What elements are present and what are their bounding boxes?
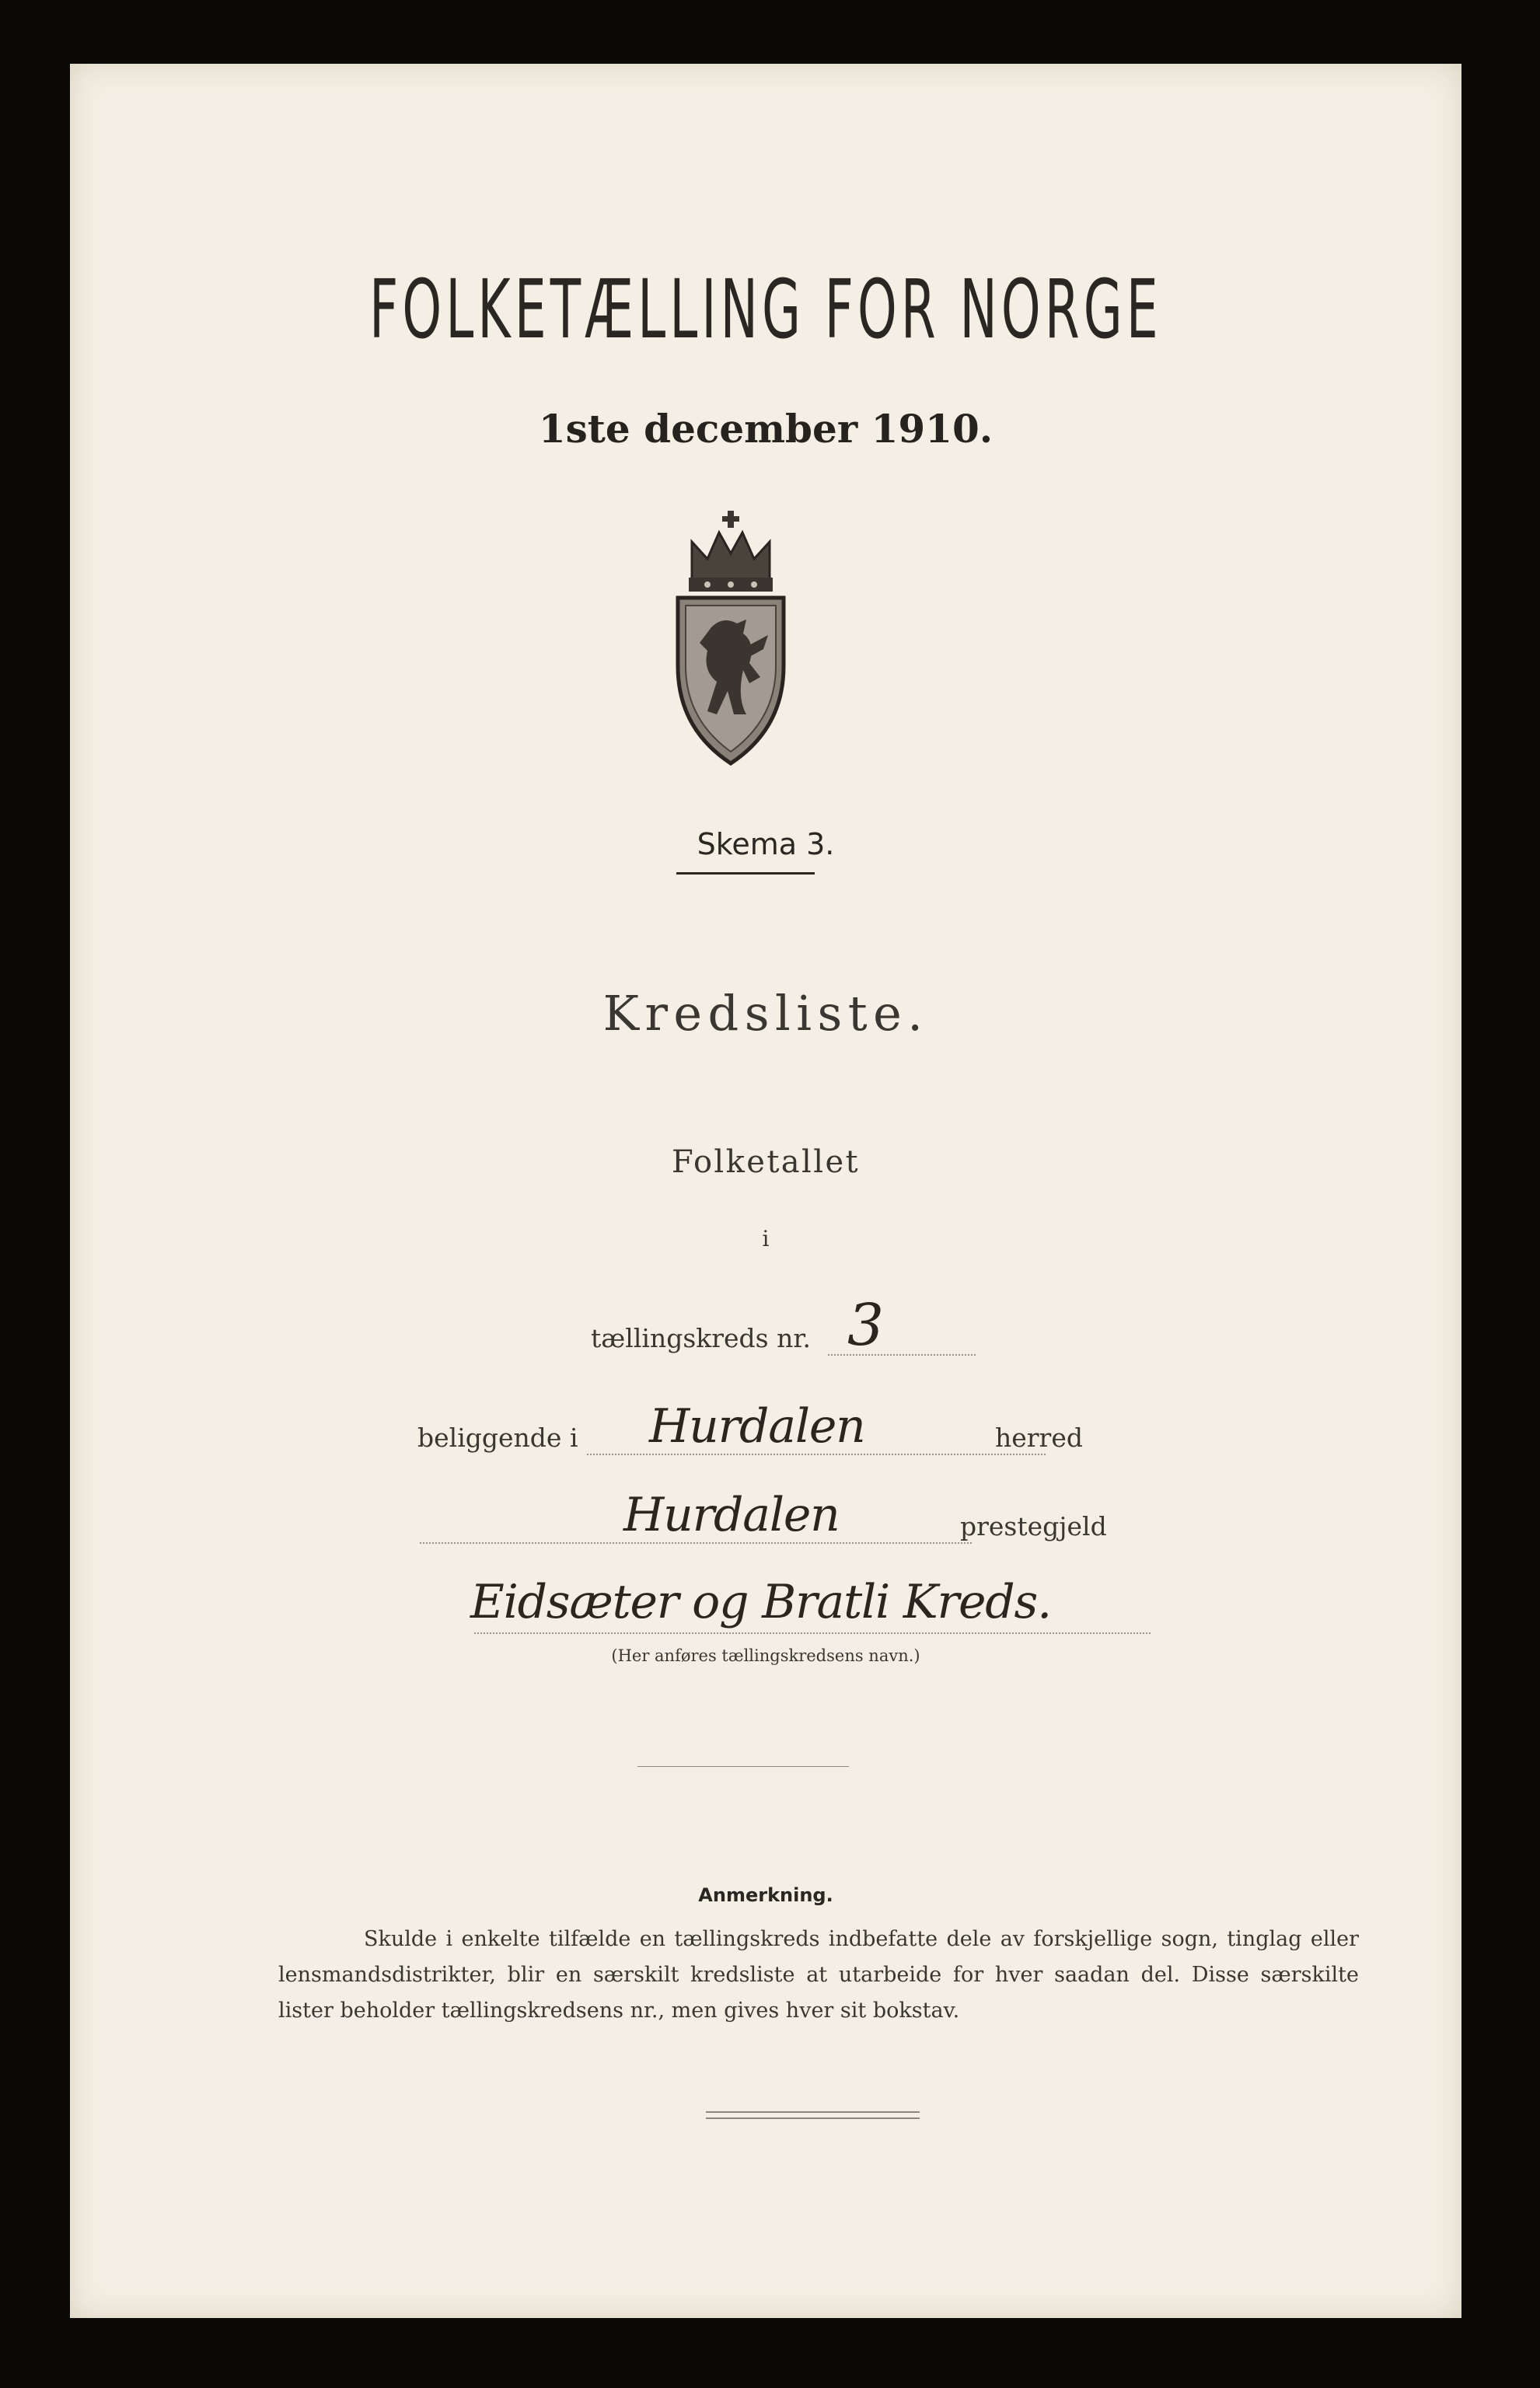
kreds-number-value: 3: [847, 1292, 883, 1359]
census-form-page: [70, 64, 1461, 2318]
beliggende-label: beliggende i: [417, 1423, 578, 1453]
document-title: FOLKETÆLLING FOR NORGE: [369, 262, 1162, 357]
kreds-name-caption: (Her anføres tællingskredsens navn.): [611, 1646, 920, 1665]
kreds-number-label: tællingskreds nr.: [591, 1323, 811, 1353]
form-heading: Kredsliste.: [602, 985, 929, 1042]
preposition-i: i: [762, 1226, 770, 1252]
herred-line: [587, 1454, 1046, 1455]
note-text: Skulde i enkelte tilfælde en tællingskreds indbefatte dele av forskjellige sogn, tinglag eller lensmandsdistrikter, blir en særskilt kredsliste at utarbeide for hver saadan del. Disse særskilte lister beholder tællingskredsens nr., men gives hver sit bokstav.: [278, 1927, 1359, 2023]
folketallet-label: Folketallet: [671, 1144, 860, 1180]
schema-underline: [676, 872, 815, 875]
prestegjeld-line: [420, 1542, 972, 1544]
herred-value: Hurdalen: [649, 1399, 865, 1454]
schema-number: Skema 3.: [697, 827, 835, 861]
prestegjeld-label: prestegjeld: [960, 1511, 1107, 1541]
kreds-name-value: Eidsæter og Bratli Kreds.: [470, 1575, 1051, 1629]
kreds-name-line: [474, 1632, 1151, 1634]
census-date: 1ste december 1910.: [538, 406, 993, 452]
coat-of-arms-icon: [669, 511, 793, 767]
herred-label: herred: [995, 1423, 1083, 1453]
bottom-double-rule: [706, 2111, 920, 2119]
note-title: Anmerkning.: [698, 1884, 833, 1906]
prestegjeld-value: Hurdalen: [623, 1488, 840, 1542]
divider: [637, 1766, 849, 1767]
